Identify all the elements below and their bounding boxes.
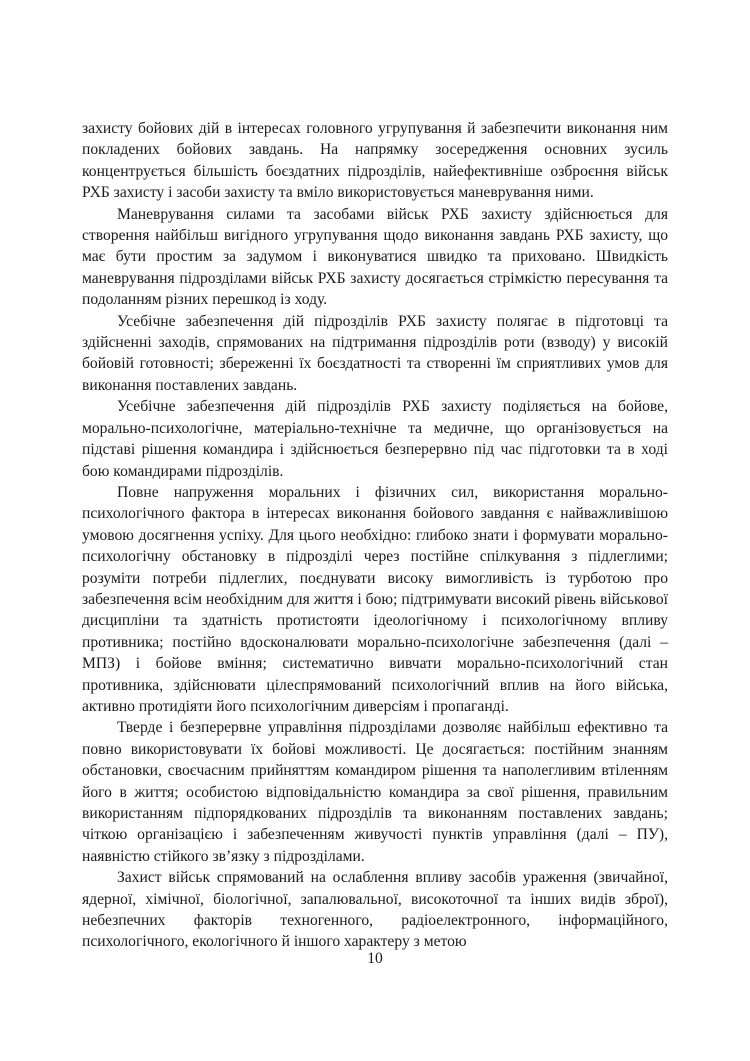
paragraph-morale: Повне напруження моральних і фізичних сил, використання морально-психологічного фактора в інтересах виконання бойового завдання є найважливішою умовою досягнення успіху. Для цього необхідно: глибоко знати і формувати морально-психологічну обстановку в підрозділі через постійне спілкування з підлеглими; розуміти потреби підлеглих, поєднувати високу вимогливість із турботою про забезпечення всім необхідним для життя і бою; підтримувати високий рівень військової дисципліни та здатність протистояти ідеологічному і психологічному впливу противника; постійно вдосконалювати морально-психологічне забезпечення (далі – МПЗ) і бойове вміння; систематично вивчати морально-психологічний стан противника, здійснювати цілеспрямований психологічний вплив на його війська, активно протидіяти його психологічним диверсіям і пропаганді.	[82, 483, 668, 715]
paragraph-troop-protection: Захист військ спрямований на ослаблення впливу засобів ураження (звичайної, ядерної, хімічної, біологічної, запалювальної, високоточної та інших видів зброї), небезпечних факторів техногенного, радіоелектронного, інформаційного, психологічного, екологічного й іншого характеру з метою	[82, 869, 668, 951]
paragraph-command: Тверде і безперервне управління підрозділами дозволяє найбільш ефективно та повно використовувати їх бойові можливості. Це досягається: постійним знанням обстановки, своєчасним прийняттям командиром рішення та наполегливим втіленням його в життя; особистою відповідальністю командира за свої рішення, правильним використанням підпорядкованих підрозділів та виконанням поставлених завдань; чіткою організацією і забезпеченням живучості пунктів управління (далі – ПУ), наявністю стійкого зв’язку з підрозділами.	[82, 719, 668, 865]
paragraph-support-preparation: Усебічне забезпечення дій підрозділів РХБ захисту полягає в підготовці та здійсненні заходів, спрямованих на підтримання підрозділів роти (взводу) у високій бойовій готовності; збереженні їх боєздатності та створенні їм сприятливих умов для виконання поставлених завдань.	[82, 312, 668, 394]
paragraph-continued: захисту бойових дій в інтересах головного угрупування й забезпечити виконання ним покладених бойових завдань. На напрямку зосередження основних зусиль концентрується більшість боєздатних підрозділів, найефективніше озброєння військ РХБ захисту і засоби захисту та вміло використовується маневрування ними.	[82, 120, 668, 202]
paragraph-maneuvering: Маневрування силами та засобами військ РХБ захисту здійснюється для створення найбільш вигідного угрупування щодо виконання завдань РХБ захисту, що має бути простим за задумом і виконуватися швидко та приховано. Швидкість маневрування підрозділами військ РХБ захисту досягається стрімкістю пересування та подоланням різних перешкод із ходу.	[82, 205, 668, 309]
body-text	[82, 118, 668, 953]
paragraph-support-types: Усебічне забезпечення дій підрозділів РХБ захисту поділяється на бойове, морально-психологічне, матеріально-технічне та медичне, що організовується на підставі рішення командира і здійснюється безперервно під час підготовки та в ході бою командирами підрозділів.	[82, 398, 668, 480]
page-number: 10	[367, 950, 383, 967]
